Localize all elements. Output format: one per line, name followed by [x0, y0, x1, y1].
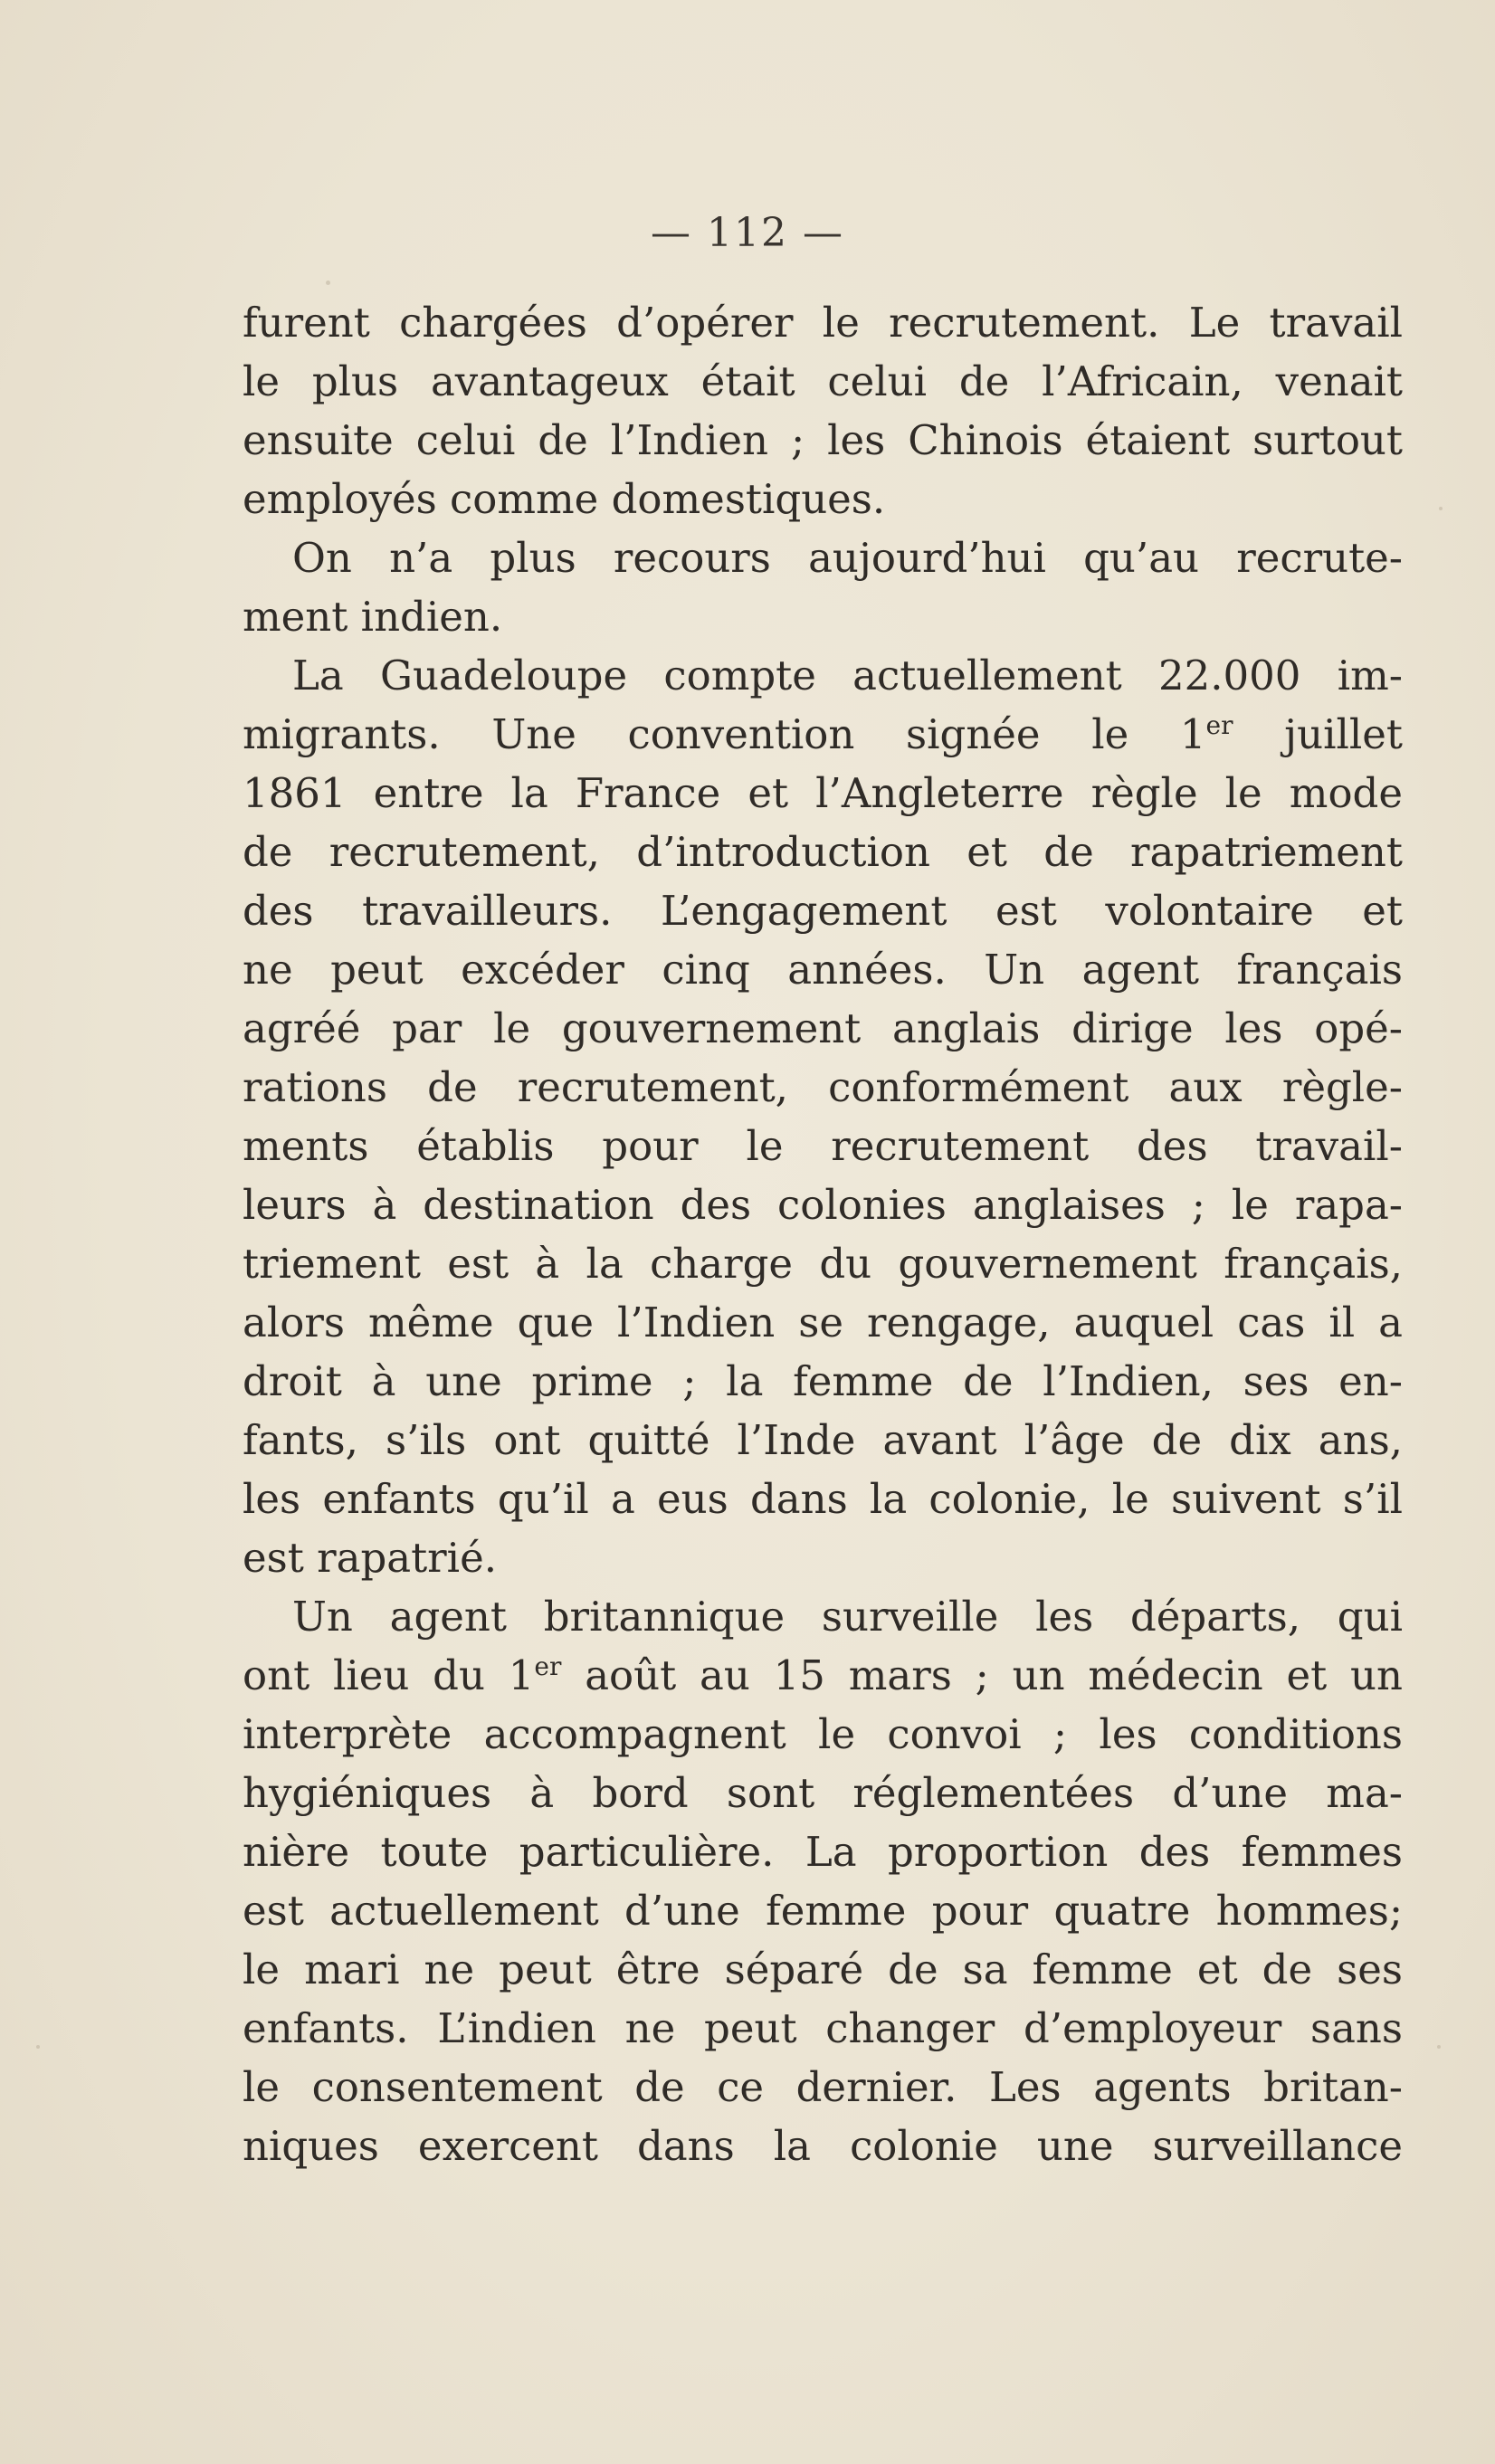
text-line: niques exercent dans la colonie une surveillance: [243, 2122, 1403, 2170]
text-line: rations de recrutement, conformément aux règle-: [243, 1063, 1403, 1111]
text-line: ment indien.: [243, 593, 503, 641]
text-line: ments établis pour le recrutement des travail-: [243, 1122, 1403, 1170]
body-text: [243, 293, 1403, 2175]
text-line: alors même que l’Indien se rengage, auquel cas il a: [243, 1299, 1403, 1346]
text-line: fants, s’ils ont quitté l’Inde avant l’âge de dix ans,: [243, 1416, 1403, 1464]
text-line: ne peut excéder cinq années. Un agent français: [243, 946, 1403, 994]
page-number: — 112 —: [651, 210, 844, 256]
text-line: furent chargées d’opérer le recrutement. Le travail: [243, 299, 1403, 347]
text-line: de recrutement, d’introduction et de rapatriement: [243, 828, 1403, 876]
text-line: est actuellement d’une femme pour quatre hommes;: [243, 1887, 1403, 1935]
text-line: le mari ne peut être séparé de sa femme et de ses: [243, 1946, 1403, 1993]
text-line: ont lieu du 1er août au 15 mars ; un médecin et un: [243, 1651, 1403, 1699]
text-line: triement est à la charge du gouvernement français,: [243, 1240, 1403, 1288]
text-line: hygiéniques à bord sont réglementées d’une ma-: [243, 1769, 1403, 1817]
paper-speck: [326, 281, 330, 285]
paper-speck: [1437, 2045, 1441, 2049]
text-line: 1861 entre la France et l’Angleterre règle le mode: [243, 769, 1403, 817]
text-line: leurs à destination des colonies anglaises ; le rapa-: [243, 1181, 1403, 1229]
text-line: ensuite celui de l’Indien ; les Chinois étaient surtout: [243, 416, 1403, 464]
paper-speck: [1439, 507, 1443, 510]
text-line: enfants. L’indien ne peut changer d’employeur sans: [243, 2004, 1403, 2052]
text-line: les enfants qu’il a eus dans la colonie, le suivent s’il: [243, 1475, 1403, 1523]
text-line: interprète accompagnent le convoi ; les conditions: [243, 1710, 1403, 1758]
text-line: Un agent britannique surveille les départs, qui: [292, 1593, 1403, 1641]
text-line: migrants. Une convention signée le 1er juillet: [243, 710, 1403, 758]
text-line: des travailleurs. L’engagement est volontaire et: [243, 887, 1403, 935]
text-line: La Guadeloupe compte actuellement 22.000 im-: [292, 652, 1403, 699]
text-line: On n’a plus recours aujourd’hui qu’au recrute-: [292, 534, 1403, 582]
text-line: droit à une prime ; la femme de l’Indien, ses en-: [243, 1357, 1403, 1405]
paper-speck: [36, 2045, 40, 2049]
text-line: est rapatrié.: [243, 1534, 498, 1582]
text-line: employés comme domestiques.: [243, 475, 886, 523]
ordinal-superscript: er: [1205, 710, 1233, 740]
text-line: le plus avantageux était celui de l’Africain, venait: [243, 357, 1403, 405]
text-line: le consentement de ce dernier. Les agents britan-: [243, 2063, 1403, 2111]
ordinal-superscript: er: [534, 1651, 562, 1681]
text-line: agréé par le gouvernement anglais dirige les opé-: [243, 1004, 1403, 1052]
text-line: nière toute particulière. La proportion des femmes: [243, 1828, 1403, 1876]
